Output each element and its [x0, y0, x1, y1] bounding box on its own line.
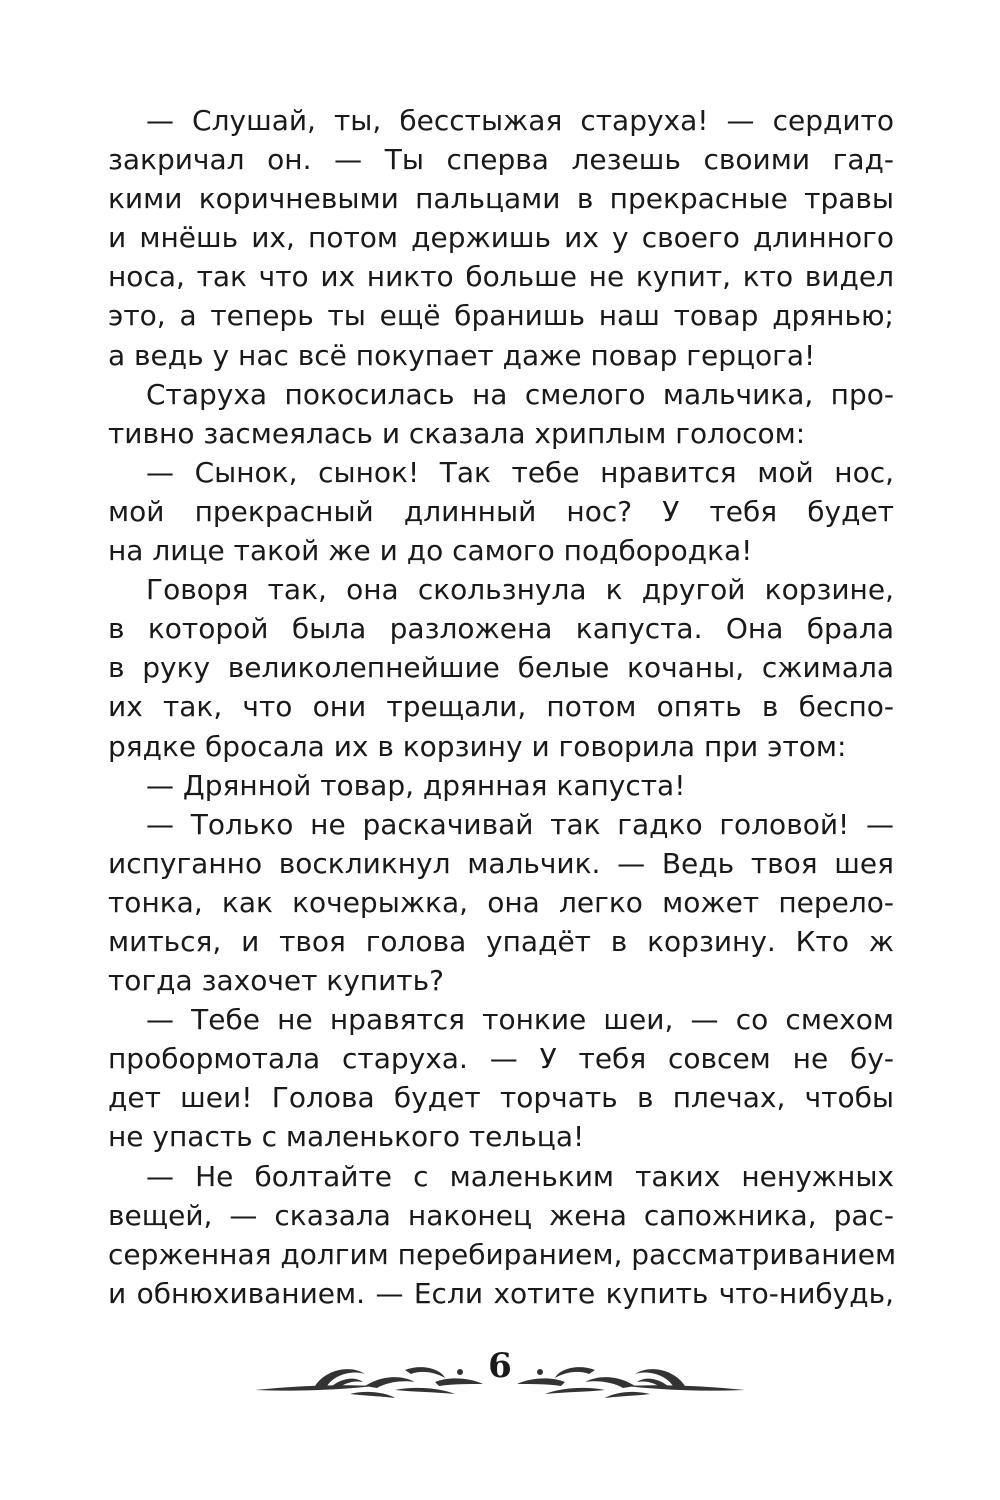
text-line: — Слушай, ты, бесстыжая старуха! — сердито	[146, 104, 894, 137]
text-line: и мнёшь их, потом держишь их у своего длинного	[108, 221, 894, 255]
left-flourish-ornament-icon	[255, 1356, 485, 1402]
text-line: их так, что они трещали, потом опять в беспо-	[108, 690, 894, 724]
text-line: тивно засмеялась и сказала хриплым голосом:	[108, 416, 806, 450]
text-line: — Сынок, сынок! Так тебе нравится мой нос,	[146, 455, 894, 489]
text-line: — Только не раскачивай так гадко головой! —	[146, 807, 894, 841]
body-text	[108, 101, 897, 1313]
text-line: в руку великолепнейшие белые кочаны, сжимала	[108, 651, 894, 685]
paragraph	[108, 766, 894, 805]
text-line: мой прекрасный длинный нос? У тебя будет	[108, 494, 894, 528]
text-line: — Не болтайте с маленьким таких ненужных	[146, 1159, 894, 1193]
text-line: кими коричневыми пальцами в прекрасные травы	[108, 182, 894, 216]
right-flourish-ornament-icon	[515, 1356, 745, 1402]
text-line: Старуха покосилась на смелого мальчика, про-	[146, 377, 894, 411]
text-line: носа, так что их никто больше не купит, кто видел	[108, 260, 894, 294]
text-line: тонка, как кочерыжка, она легко может перело-	[108, 885, 894, 919]
paragraph	[108, 453, 894, 570]
text-line: закричал он. — Ты сперва лезешь своими гад-	[108, 143, 894, 177]
text-line: рядке бросала их в корзину и говорила при этом:	[108, 729, 847, 763]
text-line: и обнюхиванием. — Если хотите купить что-нибудь,	[108, 1276, 894, 1310]
text-line: — Дрянной товар, дрянная капуста!	[146, 768, 686, 802]
text-line: — Тебе не нравятся тонкие шеи, — со смехом	[146, 1003, 894, 1037]
page-number: 6	[488, 1346, 512, 1386]
paragraph	[108, 805, 894, 1000]
paragraph	[108, 375, 894, 453]
text-line: а ведь у нас всё покупает даже повар герцога!	[108, 338, 816, 372]
paragraph	[108, 1000, 894, 1156]
text-line: вещей, — сказала наконец жена сапожника, рас-	[108, 1198, 894, 1232]
text-line: испуганно воскликнул мальчик. — Ведь твоя шея	[108, 846, 894, 880]
text-line: тогда захочет купить?	[108, 964, 444, 998]
text-line: серженная долгим перебиранием, рассматриванием	[108, 1237, 897, 1271]
text-line: в которой была разложена капуста. Она брала	[108, 612, 894, 646]
paragraph	[108, 101, 894, 375]
text-line: это, а теперь ты ещё бранишь наш товар дрянью;	[108, 299, 894, 333]
page-footer	[0, 1338, 1000, 1418]
text-line: Говоря так, она скользнула к другой корзине,	[146, 573, 894, 607]
text-line: дет шеи! Голова будет торчать в плечах, чтобы	[108, 1081, 894, 1115]
paragraph	[108, 570, 894, 765]
text-line: на лице такой же и до самого подбородка!	[108, 534, 753, 568]
text-line: пробормотала старуха. — У тебя совсем не бу-	[108, 1042, 894, 1076]
text-line: не упасть с маленького тельца!	[108, 1120, 585, 1154]
text-line: миться, и твоя голова упадёт в корзину. Кто ж	[108, 924, 894, 958]
paragraph	[108, 1157, 897, 1313]
